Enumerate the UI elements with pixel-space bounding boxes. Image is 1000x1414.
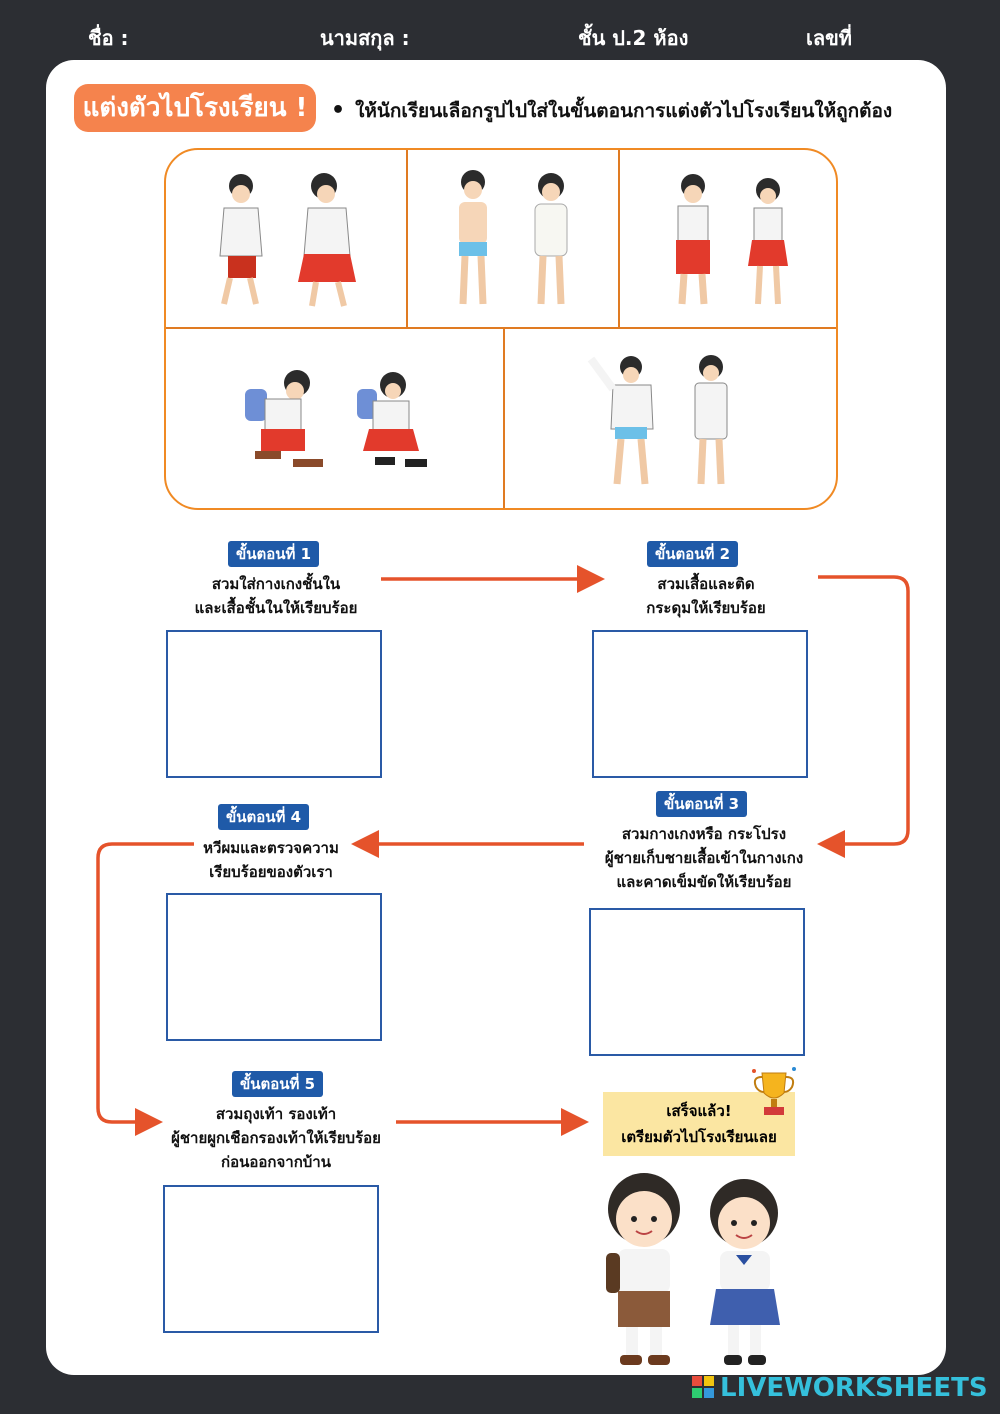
step-3-answer-box[interactable] xyxy=(589,908,805,1056)
step-1-badge: ขั้นตอนที่ 1 xyxy=(228,541,319,567)
instruction-text: ให้นักเรียนเลือกรูปไปใส่ในขั้นตอนการแต่งตัวไปโรงเรียนให้ถูกต้อง xyxy=(355,100,893,122)
number-label: เลขที่ xyxy=(806,26,852,50)
step-1-text: สวมใส่กางเกงชั้นใน และเสื้อชั้นในให้เรียบร้อย xyxy=(194,575,358,617)
finish-line-2: เตรียมตัวไปโรงเรียนเลย xyxy=(621,1128,777,1146)
step-3-badge: ขั้นตอนที่ 3 xyxy=(656,791,747,817)
worksheet-title: แต่งตัวไปโรงเรียน ! xyxy=(74,84,316,132)
liveworksheets-logo-icon xyxy=(692,1376,714,1398)
name-label: ชื่อ : xyxy=(88,26,129,50)
step-4-badge: ขั้นตอนที่ 4 xyxy=(218,804,309,830)
step-2-badge: ขั้นตอนที่ 2 xyxy=(647,541,738,567)
finish-line-1: เสร็จแล้ว! xyxy=(666,1102,732,1120)
grade-label: ชั้น ป.2 ห้อง xyxy=(578,26,689,50)
step-5-answer-box[interactable] xyxy=(163,1185,379,1333)
step-1-answer-box[interactable] xyxy=(166,630,382,778)
surname-label: นามสกุล : xyxy=(320,26,410,50)
trophy-icon xyxy=(746,1065,802,1121)
students-illustration xyxy=(596,1165,806,1375)
step-3-text: สวมกางเกงหรือ กระโปรง ผู้ชายเก็บชายเสื้อเข้าในกางเกง และคาดเข็มขัดให้เรียบร้อย xyxy=(604,825,804,891)
instruction: • ให้นักเรียนเลือกรูปไปใส่ในขั้นตอนการแต่งตัวไปโรงเรียนให้ถูกต้อง xyxy=(331,98,893,123)
step-4-text: หวีผมและตรวจความ เรียบร้อยของตัวเรา xyxy=(203,839,339,881)
step-2-text: สวมเสื้อและติด กระดุมให้เรียบร้อย xyxy=(646,575,766,617)
watermark: LIVEWORKSHEETS xyxy=(720,1373,988,1403)
step-2-answer-box[interactable] xyxy=(592,630,808,778)
step-5-text: สวมถุงเท้า รองเท้า ผู้ชายผูกเชือกรองเท้าให้เรียบร้อย ก่อนออกจากบ้าน xyxy=(171,1105,381,1171)
worksheet xyxy=(46,60,946,1375)
step-4-answer-box[interactable] xyxy=(166,893,382,1041)
step-5-badge: ขั้นตอนที่ 5 xyxy=(232,1071,323,1097)
